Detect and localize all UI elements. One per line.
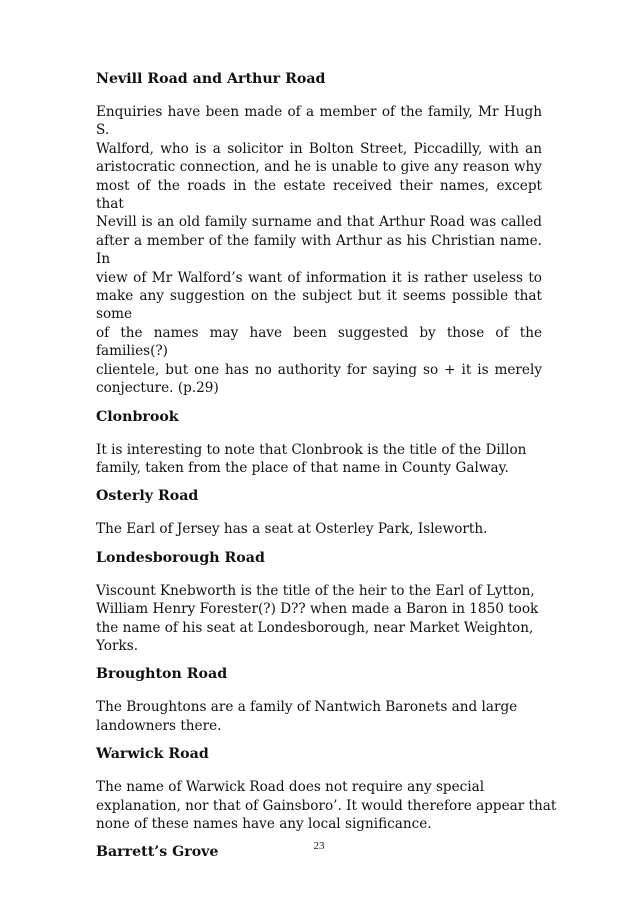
section-heading: Broughton Road	[96, 666, 228, 683]
paragraph-line: make any suggestion on the subject but it seems possible that some	[96, 288, 542, 323]
paragraph-line: Enquiries have been made of a member of the family, Mr Hugh S.	[96, 104, 542, 139]
section-nevill-road	[96, 70, 542, 398]
page-number: 23	[313, 840, 325, 852]
section-paragraph	[96, 582, 542, 656]
paragraph-line: none of these names have any local significance.	[96, 815, 432, 832]
section-londesborough-road	[96, 549, 542, 656]
paragraph-line: landowners there.	[96, 717, 222, 734]
section-osterly-road	[96, 487, 542, 538]
paragraph-line: The name of Warwick Road does not require any special	[96, 779, 485, 796]
section-heading: Clonbrook	[96, 408, 179, 425]
section-paragraph	[96, 778, 557, 833]
paragraph-line: Nevill is an old family surname and that Arthur Road was called	[96, 214, 542, 231]
paragraph-line: The Broughtons are a family of Nantwich Baronets and large	[96, 699, 518, 716]
section-heading: Barrett’s Grove	[96, 844, 219, 861]
paragraph-line: most of the roads in the estate received their names, except that	[96, 177, 542, 213]
paragraph-line: Yorks.	[96, 637, 139, 654]
section-paragraph	[96, 520, 542, 538]
document-page	[96, 70, 557, 876]
section-paragraph	[96, 103, 542, 398]
section-broughton-road	[96, 665, 542, 735]
paragraph-line: aristocratic connection, and he is unable to give any reason why	[96, 159, 542, 176]
section-paragraph	[96, 441, 542, 478]
section-heading: Nevill Road and Arthur Road	[96, 71, 326, 87]
paragraph-line: family, taken from the place of that name in County Galway.	[96, 459, 509, 476]
section-heading: Osterly Road	[96, 488, 199, 505]
section-heading: Londesborough Road	[96, 549, 265, 566]
paragraph-line: view of Mr Walford’s want of information it is rather useless to	[96, 269, 542, 286]
paragraph-line: Viscount Knebworth is the title of the heir to the Earl of Lytton,	[96, 582, 535, 599]
section-paragraph	[96, 698, 542, 735]
paragraph-line: the name of his seat at Londesborough, near Market Weighton,	[96, 619, 534, 636]
section-heading: Warwick Road	[96, 746, 209, 763]
paragraph-line: of the names may have been suggested by those of the families(?)	[96, 324, 542, 360]
paragraph-line: after a member of the family with Arthur as his Christian name. In	[96, 232, 542, 268]
paragraph-line: Walford, who is a solicitor in Bolton Street, Piccadilly, with an	[96, 140, 542, 157]
paragraph-line: William Henry Forester(?) D?? when made a Baron in 1850 took	[96, 601, 539, 618]
paragraph-line: clientele, but one has no authority for saying so + it is merely	[96, 361, 542, 378]
paragraph-line: The Earl of Jersey has a seat at Osterley Park, Isleworth.	[96, 521, 488, 538]
section-clonbrook	[96, 408, 542, 478]
section-warwick-road	[96, 745, 557, 833]
paragraph-line: conjecture. (p.29)	[96, 380, 219, 397]
paragraph-line: It is interesting to note that Clonbrook is the title of the Dillon	[96, 441, 527, 458]
paragraph-line: explanation, nor that of Gainsboro’. It would therefore appear that	[96, 797, 557, 814]
